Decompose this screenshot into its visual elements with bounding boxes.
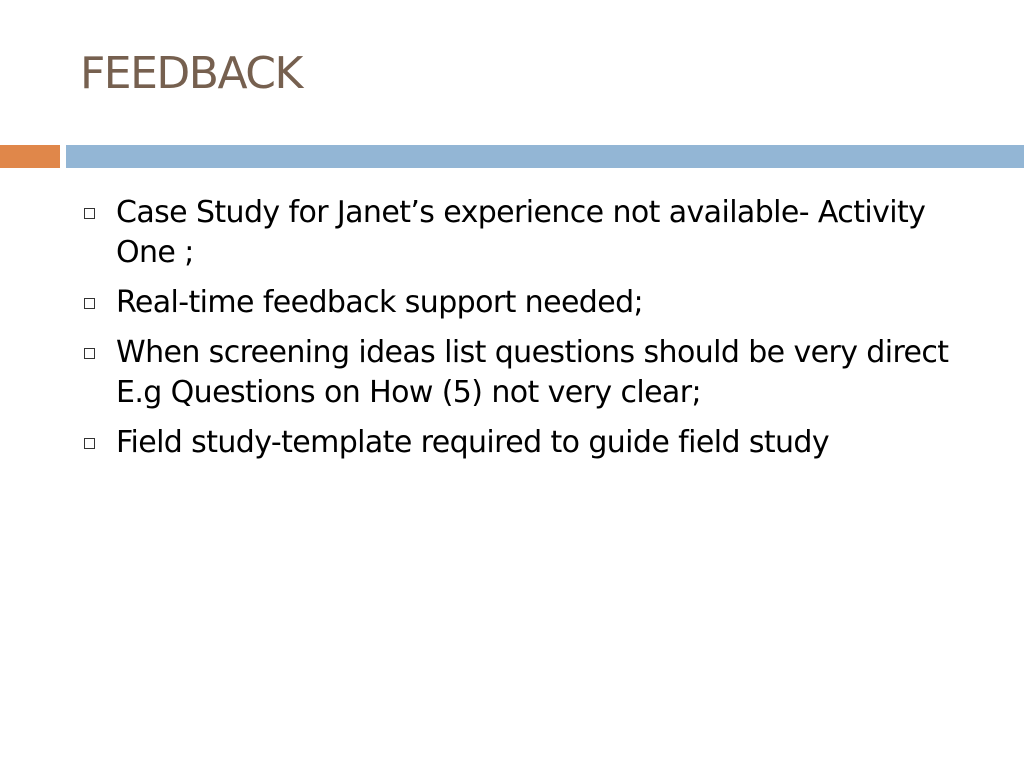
bullet-item xyxy=(82,283,982,323)
title-underline-bar xyxy=(66,145,1024,168)
accent-bar xyxy=(0,145,60,168)
bullet-list xyxy=(82,193,982,473)
hollow-square-bullet-icon xyxy=(84,298,95,309)
bullet-item xyxy=(82,333,982,413)
bullet-item xyxy=(82,193,982,273)
bullet-text: Real-time feedback support needed; xyxy=(116,285,644,320)
hollow-square-bullet-icon xyxy=(84,438,95,449)
bullet-text: Case Study for Janet’s experience not available- Activity One ; xyxy=(116,195,926,270)
bullet-text: When screening ideas list questions should be very direct E.g Questions on How (5) not very clear; xyxy=(116,335,949,410)
hollow-square-bullet-icon xyxy=(84,348,95,359)
hollow-square-bullet-icon xyxy=(84,208,95,219)
slide-title: FEEDBACK xyxy=(80,48,302,99)
bullet-text: Field study-template required to guide field study xyxy=(116,425,830,460)
bullet-item xyxy=(82,423,982,463)
